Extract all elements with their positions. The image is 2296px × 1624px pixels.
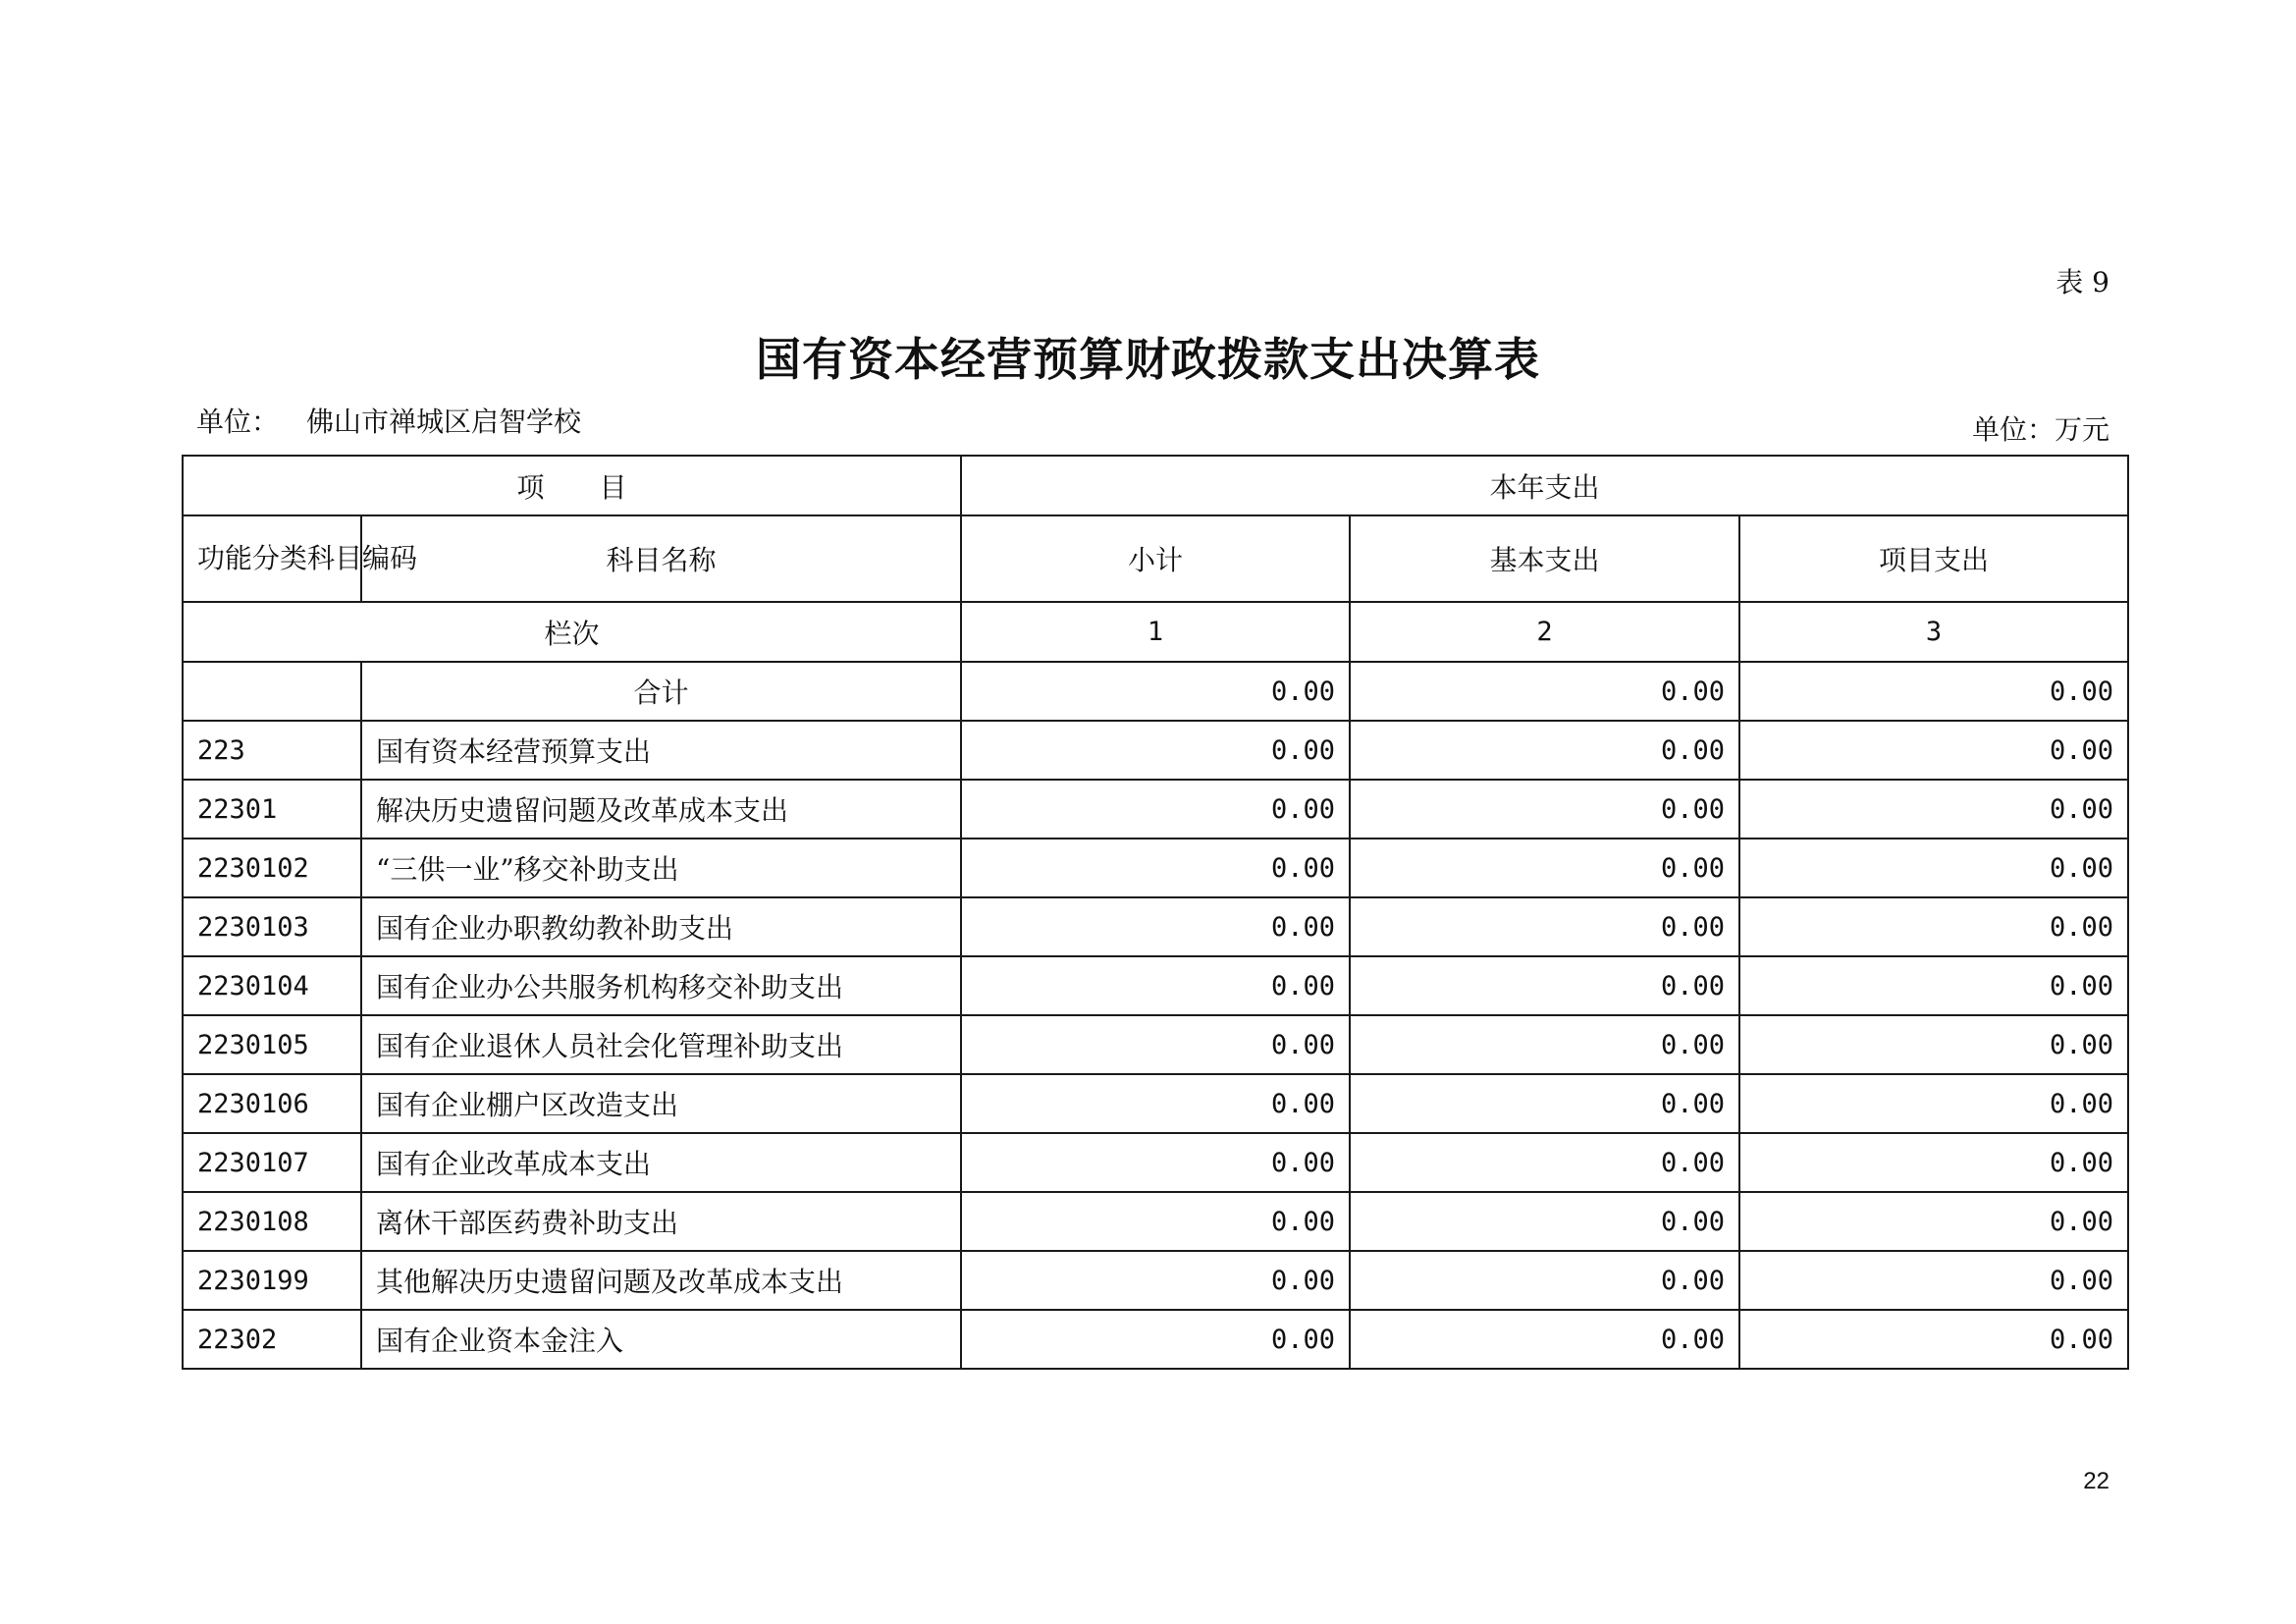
row-basic: 0.00: [1350, 721, 1739, 780]
row-subtotal: 0.00: [961, 1310, 1350, 1369]
reporting-unit: [196, 401, 581, 440]
total-label: 合计: [361, 662, 961, 721]
row-subject-name: 国有企业办职教幼教补助支出: [361, 897, 961, 956]
table-row: [183, 1251, 2128, 1310]
row-subtotal: 0.00: [961, 839, 1350, 897]
header-subtotal: 小计: [961, 515, 1350, 602]
row-project: 0.00: [1739, 897, 2128, 956]
row-subtotal: 0.00: [961, 1251, 1350, 1310]
row-subtotal: 0.00: [961, 780, 1350, 839]
row-code: 2230108: [183, 1192, 361, 1251]
row-subtotal: 0.00: [961, 956, 1350, 1015]
table-row: [183, 1015, 2128, 1074]
header-current-year: 本年支出: [961, 456, 2128, 515]
total-row: [183, 662, 2128, 721]
row-subject-name: 国有企业退休人员社会化管理补助支出: [361, 1015, 961, 1074]
row-basic: 0.00: [1350, 897, 1739, 956]
page-number: 22: [2083, 1468, 2109, 1494]
row-basic: 0.00: [1350, 1310, 1739, 1369]
table-number: 表 9: [2056, 266, 2109, 298]
row-project: 0.00: [1739, 780, 2128, 839]
col-index-2: 2: [1350, 602, 1739, 662]
row-subject-name: 国有企业办公共服务机构移交补助支出: [361, 956, 961, 1015]
table-row: [183, 1074, 2128, 1133]
row-subject-name: 解决历史遗留问题及改革成本支出: [361, 780, 961, 839]
header-row-2: [183, 515, 2128, 602]
row-subtotal: 0.00: [961, 721, 1350, 780]
total-subtotal: 0.00: [961, 662, 1350, 721]
row-code: 2230102: [183, 839, 361, 897]
row-code: 2230104: [183, 956, 361, 1015]
row-subject-name: “三供一业”移交补助支出: [361, 839, 961, 897]
row-project: 0.00: [1739, 839, 2128, 897]
row-subject-name: 国有资本经营预算支出: [361, 721, 961, 780]
row-code: 2230105: [183, 1015, 361, 1074]
row-subject-name: 其他解决历史遗留问题及改革成本支出: [361, 1251, 961, 1310]
row-code: 2230107: [183, 1133, 361, 1192]
header-row-1: [183, 456, 2128, 515]
row-code: 2230106: [183, 1074, 361, 1133]
header-row-index: [183, 602, 2128, 662]
table-row: [183, 780, 2128, 839]
row-code: 2230103: [183, 897, 361, 956]
row-basic: 0.00: [1350, 1192, 1739, 1251]
page-title: 国有资本经营预算财政拨款支出决算表: [756, 333, 1540, 386]
header-project: 项目支出: [1739, 515, 2128, 602]
header-code: 功能分类科目编码: [183, 515, 361, 602]
table-row: [183, 1192, 2128, 1251]
total-code: [183, 662, 361, 721]
table-row: [183, 956, 2128, 1015]
row-basic: 0.00: [1350, 1074, 1739, 1133]
row-code: 22302: [183, 1310, 361, 1369]
row-subtotal: 0.00: [961, 1015, 1350, 1074]
table-row: [183, 1310, 2128, 1369]
row-subtotal: 0.00: [961, 1192, 1350, 1251]
row-code: 22301: [183, 780, 361, 839]
row-subtotal: 0.00: [961, 1133, 1350, 1192]
row-index-label: 栏次: [183, 602, 961, 662]
row-basic: 0.00: [1350, 1133, 1739, 1192]
row-project: 0.00: [1739, 956, 2128, 1015]
header-basic: 基本支出: [1350, 515, 1739, 602]
row-project: 0.00: [1739, 1133, 2128, 1192]
row-basic: 0.00: [1350, 956, 1739, 1015]
row-project: 0.00: [1739, 1074, 2128, 1133]
row-project: 0.00: [1739, 721, 2128, 780]
total-project: 0.00: [1739, 662, 2128, 721]
header-item: 项 目: [183, 456, 961, 515]
row-subject-name: 国有企业改革成本支出: [361, 1133, 961, 1192]
row-basic: 0.00: [1350, 780, 1739, 839]
row-basic: 0.00: [1350, 1015, 1739, 1074]
row-code: 2230199: [183, 1251, 361, 1310]
row-code: 223: [183, 721, 361, 780]
row-subtotal: 0.00: [961, 897, 1350, 956]
table-row: [183, 1133, 2128, 1192]
row-subject-name: 离休干部医药费补助支出: [361, 1192, 961, 1251]
row-project: 0.00: [1739, 1192, 2128, 1251]
unit-name: 佛山市禅城区启智学校: [306, 406, 582, 438]
table-row: [183, 839, 2128, 897]
row-basic: 0.00: [1350, 1251, 1739, 1310]
table-row: [183, 897, 2128, 956]
table-row: [183, 721, 2128, 780]
col-index-1: 1: [961, 602, 1350, 662]
header-subject-name: 科目名称: [361, 515, 961, 602]
expenditure-table: [182, 455, 2129, 1370]
unit-label: 单位：: [196, 406, 280, 438]
row-basic: 0.00: [1350, 839, 1739, 897]
row-subject-name: 国有企业棚户区改造支出: [361, 1074, 961, 1133]
row-project: 0.00: [1739, 1251, 2128, 1310]
row-project: 0.00: [1739, 1310, 2128, 1369]
row-subject-name: 国有企业资本金注入: [361, 1310, 961, 1369]
currency-unit: 单位：万元: [1971, 413, 2109, 446]
row-subtotal: 0.00: [961, 1074, 1350, 1133]
row-project: 0.00: [1739, 1015, 2128, 1074]
col-index-3: 3: [1739, 602, 2128, 662]
total-basic: 0.00: [1350, 662, 1739, 721]
